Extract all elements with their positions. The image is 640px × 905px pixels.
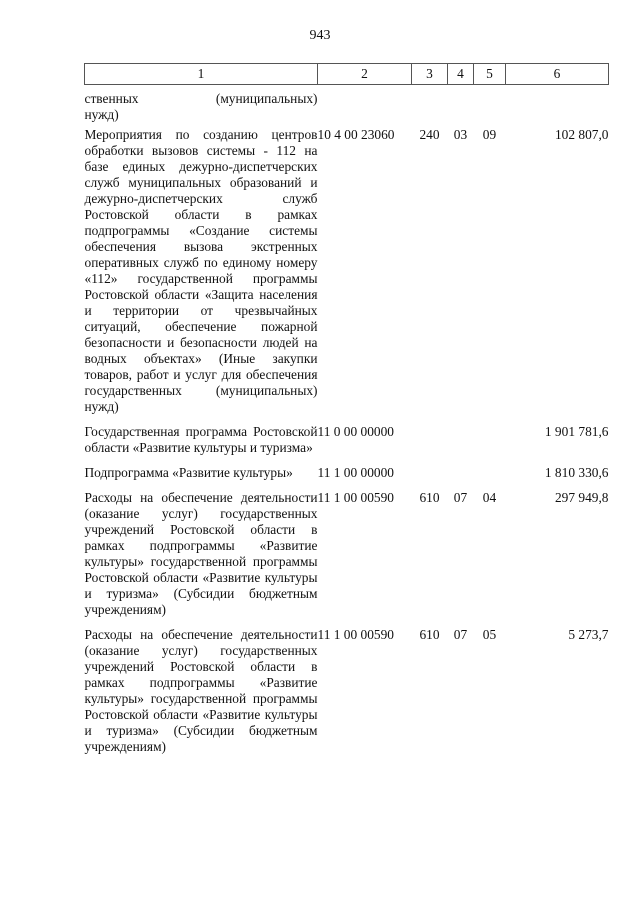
continuation-line2: нужд) <box>84 107 119 122</box>
page-number: 943 <box>309 28 331 43</box>
header-col-3: 3 <box>412 64 448 85</box>
row-sum: 1 901 781,6 <box>544 424 609 439</box>
table-header-row <box>85 64 609 85</box>
row-name: Государственная программа Ростовской области «Развитие культуры и туризма» <box>84 424 318 455</box>
row-rz: 07 <box>453 490 468 505</box>
row-vr <box>412 424 448 465</box>
row-rz <box>448 465 474 490</box>
table-row <box>85 627 609 755</box>
row-name: Расходы на обеспечение деятельности (оказание услуг) государственных учреждений Ростовской области в рамках подпрограммы «Развитие культуры» государственной программы Ростовской области «Развитие культуры и туризма» (Субсидии бюджетным учреждениям) <box>84 490 318 617</box>
continuation-line1-left: ственных <box>84 91 139 106</box>
row-pr <box>474 424 506 465</box>
row-pr <box>474 465 506 490</box>
row-name: Подпрограмма «Развитие культуры» <box>84 465 293 480</box>
header-col-6: 6 <box>506 64 609 85</box>
header-col-5: 5 <box>474 64 506 85</box>
budget-table <box>84 63 609 755</box>
row-vr: 610 <box>419 627 440 642</box>
row-vr: 240 <box>419 127 440 142</box>
row-rz: 07 <box>453 627 468 642</box>
header-col-4: 4 <box>448 64 474 85</box>
row-code: 11 1 00 00590 <box>317 627 394 642</box>
continuation-line1-right: (муниципальных) <box>215 91 318 106</box>
continuation-text <box>85 85 318 128</box>
row-name: Расходы на обеспечение деятельности (оказание услуг) государственных учреждений Ростовской области в рамках подпрограммы «Развитие культуры» государственной программы Ростовской области «Развитие культуры и туризма» (Субсидии бюджетным учреждениям) <box>84 627 318 754</box>
row-code: 11 0 00 00000 <box>317 424 394 439</box>
row-sum: 102 807,0 <box>554 127 609 142</box>
header-col-2: 2 <box>318 64 412 85</box>
row-name: Мероприятия по созданию центров обработки вызовов системы - 112 на базе единых дежурно-диспетчерских служб муниципальных образований и дежурно-диспетчерских служб Ростовской области в рамках подпрограммы «Создание системы обеспечения вызова экстренных оперативных служб по единому номеру «112» государственной программы Ростовской области «Защита населения и территории от чрезвычайных ситуаций, обеспечение пожарной безопасности и безопасности людей на водных объектах» (Иные закупки товаров, работ и услуг для обеспечения государственных (муниципальных) нужд) <box>84 127 318 414</box>
row-sum: 297 949,8 <box>554 490 609 505</box>
row-sum: 5 273,7 <box>568 627 609 642</box>
row-code: 10 4 00 23060 <box>317 127 395 142</box>
table-row <box>85 490 609 627</box>
row-rz <box>448 424 474 465</box>
row-pr: 04 <box>482 490 497 505</box>
row-pr: 09 <box>482 127 497 142</box>
row-rz: 03 <box>453 127 468 142</box>
row-code: 11 1 00 00000 <box>317 465 394 480</box>
table-row <box>85 465 609 490</box>
row-code: 11 1 00 00590 <box>317 490 394 505</box>
row-vr <box>412 465 448 490</box>
row-pr: 05 <box>482 627 497 642</box>
table-row <box>85 424 609 465</box>
table-row-continuation <box>85 85 609 128</box>
header-col-1: 1 <box>85 64 318 85</box>
row-vr: 610 <box>419 490 440 505</box>
table-row <box>85 127 609 424</box>
row-sum: 1 810 330,6 <box>544 465 609 480</box>
